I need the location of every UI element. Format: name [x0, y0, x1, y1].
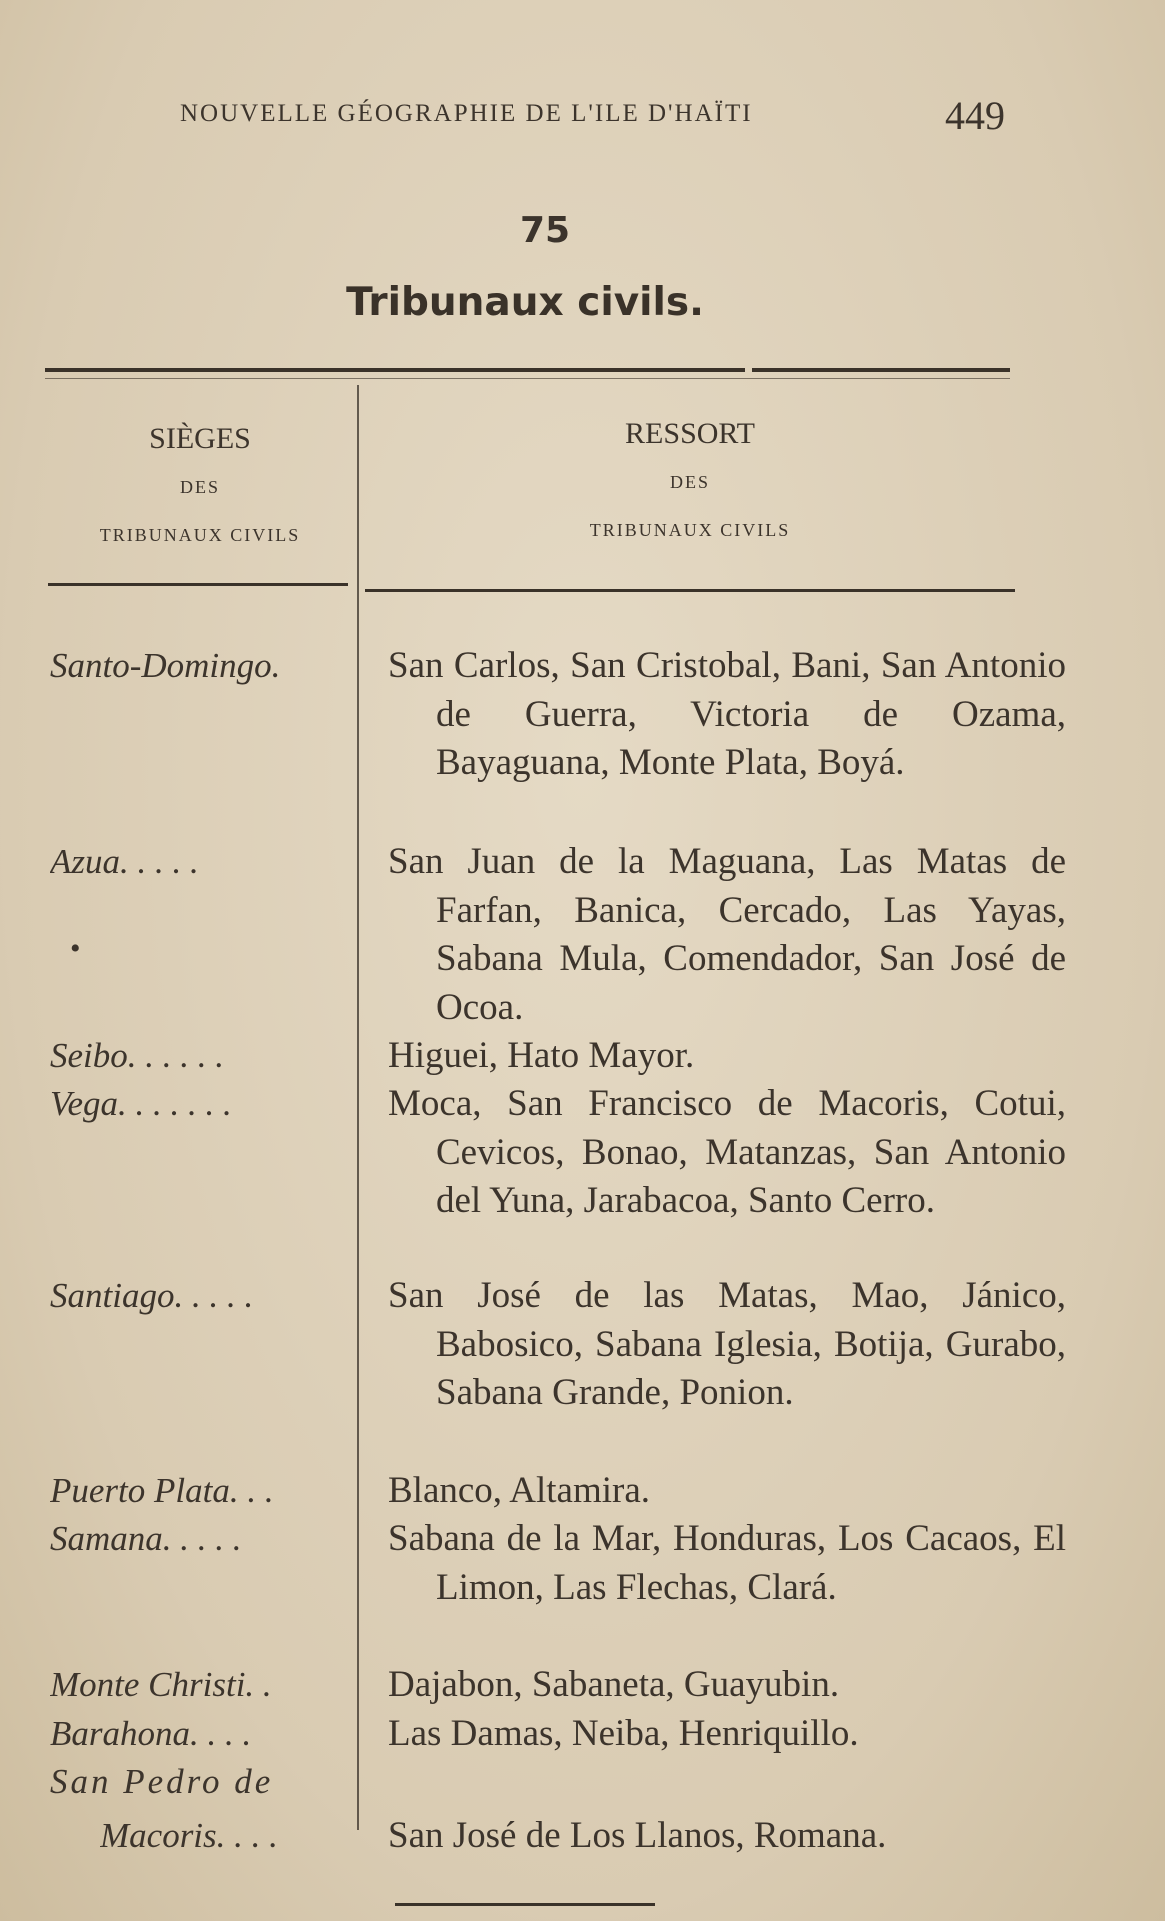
jurisdiction-list: San José de Los Llanos, Romana.	[388, 1815, 887, 1856]
column-header-seats-line3: TRIBUNAUX CIVILS	[99, 525, 301, 545]
ink-spot: •	[70, 932, 81, 965]
jurisdiction-list: Higuei, Hato Mayor.	[388, 1035, 695, 1076]
seat-name: Santiago. . . . .	[50, 1276, 254, 1315]
jurisdiction-list: San Carlos, San Cristobal, Bani, San Antonio de Guerra, Victoria de Ozama, Bayaguana, Monte Plata, Boyá.	[388, 645, 1066, 784]
seat-name: San Pedro de	[50, 1762, 274, 1801]
column-header-seats	[50, 415, 350, 559]
jurisdiction-list: Sabana de la Mar, Honduras, Los Cacaos, El Limon, Las Flechas, Clará.	[388, 1518, 1066, 1608]
seat-name: Puerto Plata. . .	[50, 1471, 274, 1510]
running-head: NOUVELLE GÉOGRAPHIE DE L'ILE D'HAÏTI	[180, 100, 753, 127]
seat-name: Vega. . . . . . .	[50, 1084, 232, 1123]
seat-name: Azua. . . . .	[50, 842, 199, 881]
jurisdiction-list: Blanco, Altamira.	[388, 1470, 651, 1511]
column-header-jurisdiction	[365, 410, 1015, 554]
column-header-seats-line1: SIÈGES	[149, 422, 251, 455]
column-header-jurisdiction-line3: TRIBUNAUX CIVILS	[589, 520, 791, 540]
seat-name: Macoris. . . .	[100, 1816, 278, 1855]
jurisdiction-list: Las Damas, Neiba, Henriquillo.	[388, 1713, 859, 1754]
seat-name: Samana. . . . .	[50, 1519, 242, 1558]
jurisdiction-list: Dajabon, Sabaneta, Guayubin.	[388, 1664, 840, 1705]
closing-rule	[395, 1903, 655, 1906]
section-number: 75	[519, 210, 571, 251]
jurisdiction-list: San José de las Matas, Mao, Jánico, Babosico, Sabana Iglesia, Botija, Gurabo, Sabana Grande, Ponion.	[388, 1275, 1066, 1414]
top-rule-thick	[45, 368, 745, 372]
top-rule-thick-right	[752, 368, 1010, 372]
column-header-seats-line2: DES	[179, 477, 220, 497]
jurisdiction-list: Moca, San Francisco de Macoris, Cotui, Cevicos, Bonao, Matanzas, San Antonio del Yuna, Jarabacoa, Santo Cerro.	[388, 1083, 1066, 1222]
column-header-jurisdiction-line2: DES	[669, 472, 710, 492]
jurisdiction-list: San Juan de la Maguana, Las Matas de Farfan, Banica, Cercado, Las Yayas, Sabana Mula, Comendador, San José de Ocoa.	[388, 841, 1066, 1028]
seat-name: Barahona. . . .	[50, 1714, 252, 1753]
top-rule-thin	[45, 378, 1010, 379]
column-header-jurisdiction-line1: RESSORT	[625, 417, 755, 450]
table-title: Tribunaux civils.	[346, 280, 704, 325]
header-rule-left	[48, 583, 348, 586]
seat-name: Monte Christi. .	[50, 1665, 272, 1704]
page-number: 449	[945, 93, 1005, 138]
seat-name: Santo-Domingo.	[50, 646, 281, 685]
header-rule-right	[365, 589, 1015, 592]
seat-name: Seibo. . . . . .	[50, 1036, 225, 1075]
